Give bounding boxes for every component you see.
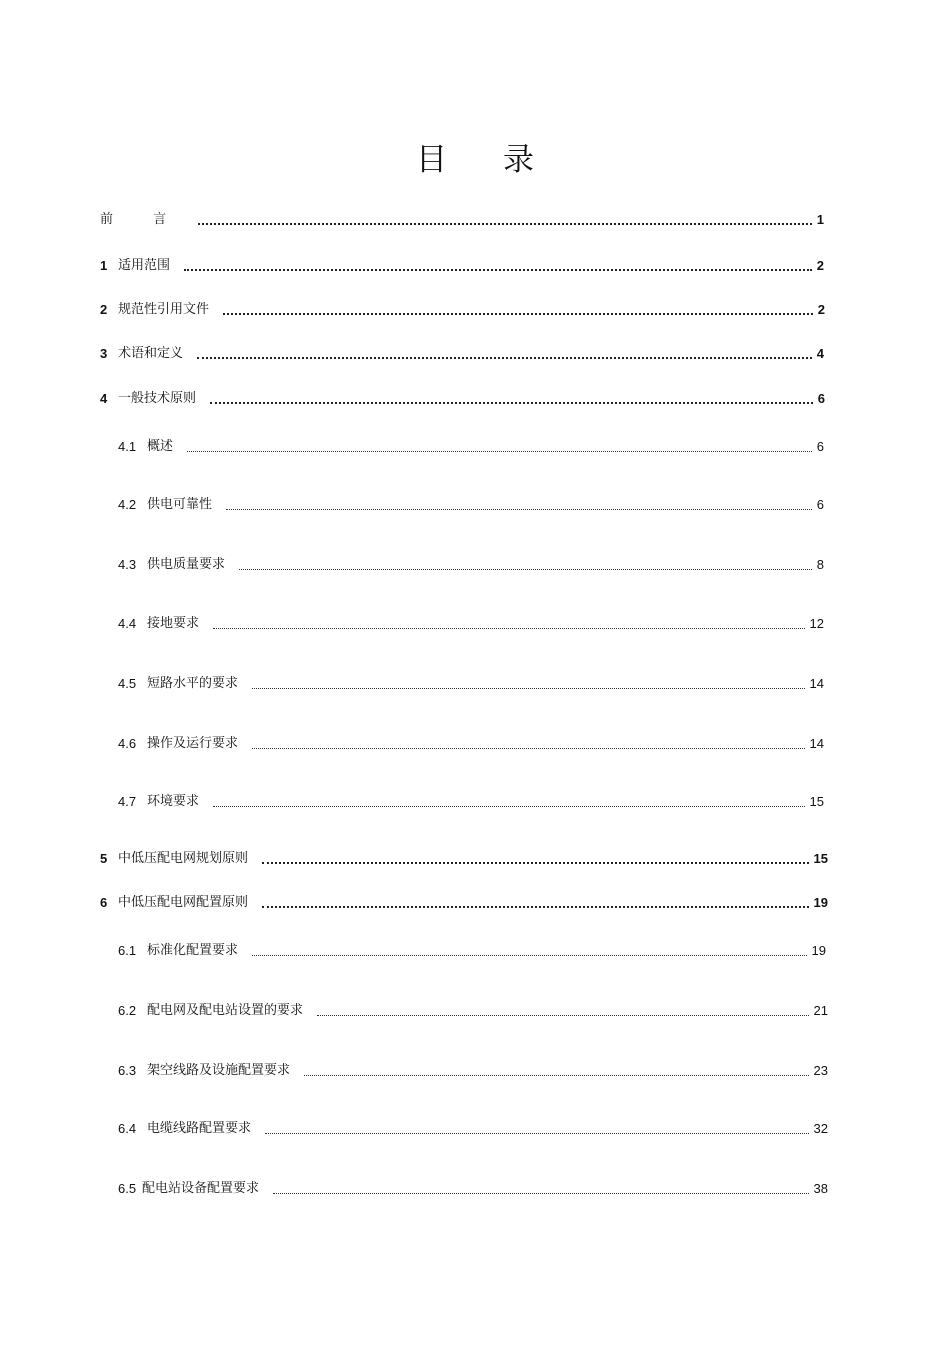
toc-entry-page: 38 [813,1181,828,1196]
toc-entry-page: 6 [816,439,824,454]
toc-entry-page: 8 [816,557,824,572]
toc-entry-number: 1 [100,258,108,273]
toc-entry-6-1[interactable] [118,939,826,959]
toc-dot-leader [252,955,807,956]
toc-dot-leader [252,688,805,689]
toc-entry-label: 短路水平的要求 [147,676,239,691]
toc-entry-label: 操作及运行要求 [147,736,239,751]
toc-entry-label: 中低压配电网配置原则 [118,895,249,910]
toc-entry-number: 6.3 [118,1063,137,1078]
toc-dot-leader [197,357,812,359]
toc-entry-label: 适用范围 [118,258,171,273]
toc-dot-leader [252,748,805,749]
toc-entry-number: 4.2 [118,497,137,512]
toc-entry-4-1[interactable] [118,435,824,455]
toc-entry-label: 配电站设备配置要求 [142,1181,260,1196]
toc-dot-leader [213,628,805,629]
toc-entry-page: 21 [813,1003,828,1018]
toc-entry-page: 14 [809,736,824,751]
toc-dot-leader [304,1075,809,1076]
toc-entry-number: 2 [100,302,108,317]
toc-dot-leader [265,1133,809,1134]
toc-entry-6-4[interactable] [118,1117,828,1137]
toc-entry-number: 4.3 [118,557,137,572]
toc-dot-leader [262,906,809,908]
toc-entry-6-5[interactable] [118,1177,828,1197]
toc-dot-leader [187,451,812,452]
toc-entry-number: 4.6 [118,736,137,751]
toc-entry-label: 中低压配电网规划原则 [118,851,249,866]
toc-dot-leader [239,569,812,570]
toc-dot-leader [317,1015,809,1016]
toc-entry-page: 2 [816,258,824,273]
toc-entry-3[interactable] [100,342,824,362]
toc-entry-page: 15 [809,794,824,809]
toc-entry-number: 6.4 [118,1121,137,1136]
toc-entry-label: 概述 [147,439,174,454]
toc-dot-leader [198,223,812,225]
toc-entry-4[interactable] [100,387,825,407]
toc-entry-label: 前 言 [100,212,185,227]
toc-entry-preface[interactable] [100,208,824,228]
toc-dot-leader [184,269,812,271]
toc-entry-label: 配电网及配电站设置的要求 [147,1003,304,1018]
toc-entry-number: 6 [100,895,108,910]
toc-entry-number: 3 [100,346,108,361]
toc-entry-page: 15 [813,851,828,866]
title-char-2: 录 [503,142,534,178]
toc-entry-4-6[interactable] [118,732,824,752]
toc-entry-number: 4.1 [118,439,137,454]
toc-entry-page: 4 [816,346,824,361]
toc-entry-label: 供电可靠性 [147,497,213,512]
toc-entry-number: 6.2 [118,1003,137,1018]
title-char-1: 目 [416,142,447,178]
toc-entry-page: 23 [813,1063,828,1078]
toc-entry-label: 接地要求 [147,616,200,631]
toc-dot-leader [226,509,812,510]
toc-dot-leader [273,1193,809,1194]
toc-entry-2[interactable] [100,298,825,318]
toc-entry-number: 4.5 [118,676,137,691]
toc-entry-number: 5 [100,851,108,866]
toc-entry-4-2[interactable] [118,493,824,513]
toc-entry-page: 32 [813,1121,828,1136]
toc-entry-page: 6 [817,391,825,406]
toc-entry-label: 标准化配置要求 [147,943,239,958]
toc-entry-page: 6 [816,497,824,512]
toc-entry-number: 6.1 [118,943,137,958]
toc-entry-number: 4.4 [118,616,137,631]
toc-entry-1[interactable] [100,254,824,274]
toc-entry-page: 1 [816,212,824,227]
toc-entry-page: 12 [809,616,824,631]
toc-dot-leader [210,402,813,404]
toc-entry-label: 规范性引用文件 [118,302,210,317]
toc-entry-4-3[interactable] [118,553,824,573]
toc-entry-number: 4 [100,391,108,406]
toc-entry-page: 19 [813,895,828,910]
toc-entry-page: 14 [809,676,824,691]
toc-entry-page: 2 [817,302,825,317]
toc-dot-leader [262,862,809,864]
toc-entry-label: 供电质量要求 [147,557,226,572]
toc-entry-5[interactable] [100,847,828,867]
toc-entry-label: 电缆线路配置要求 [147,1121,252,1136]
page-title [0,140,950,180]
toc-entry-6-2[interactable] [118,999,828,1019]
toc-entry-page: 19 [811,943,826,958]
toc-entry-label: 一般技术原则 [118,391,197,406]
toc-entry-4-7[interactable] [118,790,824,810]
toc-entry-6-3[interactable] [118,1059,828,1079]
toc-entry-label: 环境要求 [147,794,200,809]
toc-entry-label: 架空线路及设施配置要求 [147,1063,291,1078]
toc-entry-number: 4.7 [118,794,137,809]
toc-dot-leader [223,313,813,315]
toc-entry-4-5[interactable] [118,672,824,692]
toc-entry-6[interactable] [100,891,828,911]
toc-dot-leader [213,806,805,807]
toc-entry-label: 术语和定义 [118,346,184,361]
toc-entry-4-4[interactable] [118,612,824,632]
toc-entry-number: 6.5 [118,1181,137,1196]
